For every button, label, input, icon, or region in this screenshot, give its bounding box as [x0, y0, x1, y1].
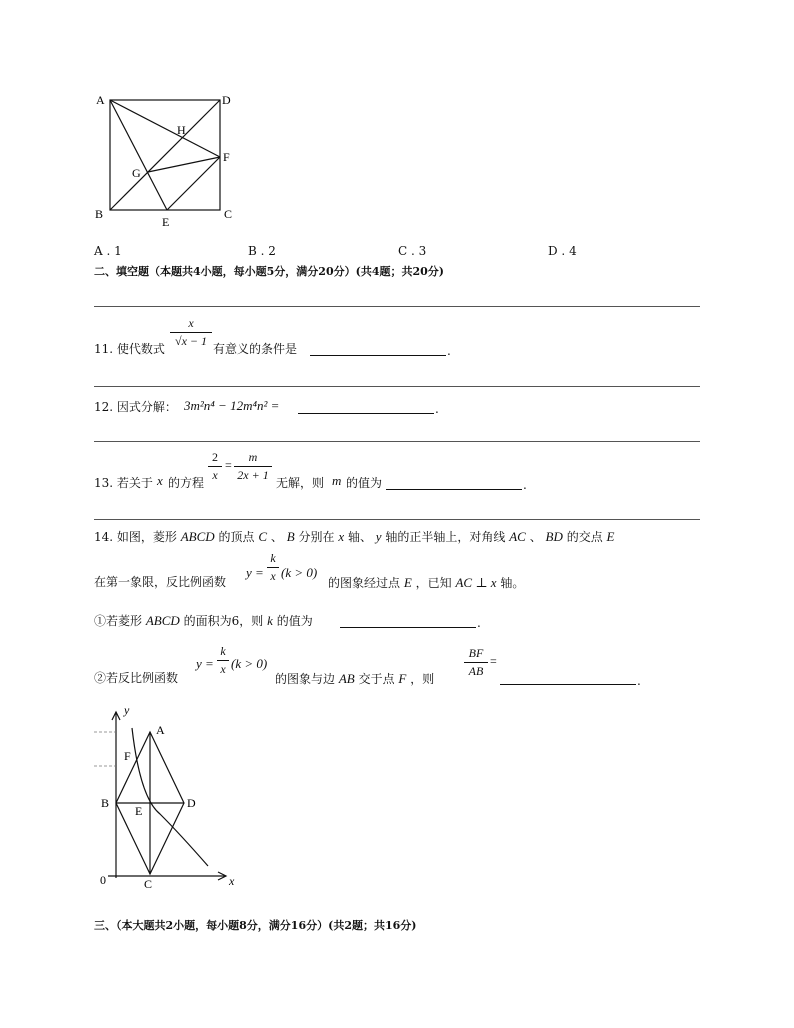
q14-ratio-num: BF [468, 646, 484, 660]
q14-sep: 、 [270, 530, 283, 544]
q13-prefix: 13. 若关于 [94, 476, 153, 490]
label-B: B [101, 796, 110, 810]
q14-l1b: 的顶点 [218, 530, 255, 544]
q11-answer-blank[interactable] [310, 355, 446, 356]
q14-abcd: ABCD [180, 529, 215, 544]
q14-func-cond: (k > 0) [281, 565, 318, 580]
q14-y: y [375, 529, 382, 544]
q14-p1-end: . [477, 616, 481, 630]
q14-func-den: x [270, 569, 276, 583]
q14-part1 [94, 614, 313, 627]
q13-after: 无解，则 [276, 476, 325, 490]
label-G: G [132, 166, 141, 180]
q14-p2-cond: (k > 0) [231, 656, 268, 671]
divider [94, 386, 700, 387]
q14-p2-num: k [220, 644, 226, 658]
divider [94, 519, 700, 520]
q13-after2: 的值为 [346, 476, 383, 490]
q11-end: . [447, 344, 451, 358]
q14-p2a: ②若反比例函数 [94, 671, 179, 685]
label-y: y [124, 703, 130, 717]
q14-c: C [258, 529, 268, 544]
option-d: D . 4 [548, 244, 577, 258]
square-figure [88, 88, 248, 233]
q14-e: E [606, 529, 615, 544]
q14-p1c: 的值为 [276, 614, 313, 628]
q14-l2-e: E [403, 575, 412, 590]
q14-line1 [94, 530, 615, 543]
q13-equals: = [225, 458, 232, 472]
q14-l1f: 的交点 [566, 530, 603, 544]
q14-ac: AC [509, 529, 526, 544]
label-F: F [124, 749, 131, 763]
q14-p1-k: k [267, 613, 273, 628]
q12-end: . [435, 402, 439, 416]
q14-p2c: 交于点 [358, 672, 395, 686]
label-E: E [135, 804, 143, 818]
label-D: D [187, 796, 196, 810]
label-H: H [177, 123, 186, 137]
rhombus-figure [88, 700, 248, 895]
label-B: B [95, 207, 104, 221]
q14-p2-answer-blank[interactable] [500, 684, 636, 685]
option-a: A . 1 [94, 244, 122, 258]
q14-l1d: 轴、 [347, 530, 372, 544]
q14-p2d: ，则 [410, 672, 435, 686]
label-D: D [222, 93, 231, 107]
q14-p1a: ①若菱形 [94, 614, 143, 628]
q11-fraction [170, 316, 212, 349]
q14-p2b: 的图象与边 [275, 672, 336, 686]
label-A: A [96, 93, 105, 107]
q14-l1a: 14. 如图，菱形 [94, 530, 177, 544]
q14-l2d: 轴。 [500, 576, 525, 590]
q14-p1-answer-blank[interactable] [340, 627, 476, 628]
q14-p2-func-y: y = [196, 656, 214, 671]
q14-l2c: ，已知 [415, 576, 452, 590]
q14-func-frac [267, 551, 279, 584]
q13-f2-den: 2x + 1 [237, 468, 269, 482]
q13-f1-num: 2 [212, 450, 218, 464]
q14-sep2: 、 [529, 530, 542, 544]
label-C: C [224, 207, 233, 221]
q14-func-y: y = [246, 565, 264, 580]
divider [94, 306, 700, 307]
q14-b: B [286, 529, 295, 544]
option-b: B . 2 [248, 244, 276, 258]
q12-expression: 3m²n⁴ − 12m⁴n² = [184, 398, 280, 413]
q14-l2a: 在第一象限，反比例函数 [94, 575, 227, 589]
label-F: F [223, 150, 230, 164]
q14-l1e: 轴的正半轴上，对角线 [385, 530, 506, 544]
label-O: 0 [100, 873, 106, 887]
label-A: A [156, 723, 165, 737]
q14-ratio-frac [464, 646, 488, 679]
q13-var-x: x [157, 473, 163, 488]
q11-denominator: √x − 1 [174, 334, 207, 348]
q13-end: . [523, 478, 527, 492]
section2-title: 二、填空题（本题共4小题，每小题5分，满分20分）(共4题；共20分) [94, 265, 444, 278]
q14-l2b [328, 576, 524, 589]
q13-fraction-left [208, 450, 222, 483]
q14-p2-text [275, 672, 434, 685]
q12-answer-blank[interactable] [298, 413, 434, 414]
q13-answer-blank[interactable] [386, 489, 522, 490]
q14-p2-end: . [637, 674, 641, 688]
q14-p2-ab: AB [338, 671, 355, 686]
q13-mid: 的方程 [168, 476, 205, 490]
q13-f1-den: x [212, 468, 218, 482]
q14-ratio-eq: = [490, 654, 497, 668]
q14-p2-frac [217, 644, 229, 677]
section3-title: 三、（本大题共2小题，每小题8分，满分16分）(共2题；共16分) [94, 919, 417, 932]
q14-func-num: k [270, 551, 276, 565]
q14-l2b-text: 的图象经过点 [328, 576, 401, 590]
q12-prefix: 12. 因式分解： [94, 400, 177, 414]
q14-bd: BD [545, 529, 563, 544]
q13-var-m: m [332, 473, 342, 488]
q14-perp: AC ⊥ x [455, 575, 497, 590]
q14-l1c: 分别在 [298, 530, 335, 544]
q11-prefix: 11. 使代数式 [94, 342, 165, 356]
q14-p2-f: F [398, 671, 407, 686]
q11-numerator: x [188, 316, 194, 330]
label-x: x [229, 874, 235, 888]
q11-suffix: 有意义的条件是 [213, 342, 298, 356]
q14-p1-abcd: ABCD [145, 613, 180, 628]
q14-p2-den: x [220, 662, 226, 676]
label-C: C [144, 877, 153, 891]
q14-ratio-den: AB [468, 664, 484, 678]
q14-x: x [338, 529, 345, 544]
divider [94, 441, 700, 442]
label-E: E [162, 215, 170, 229]
q13-fraction-right [234, 450, 272, 483]
q13-f2-num: m [248, 450, 258, 464]
option-c: C . 3 [398, 244, 427, 258]
q14-p1b: 的面积为6，则 [183, 614, 264, 628]
